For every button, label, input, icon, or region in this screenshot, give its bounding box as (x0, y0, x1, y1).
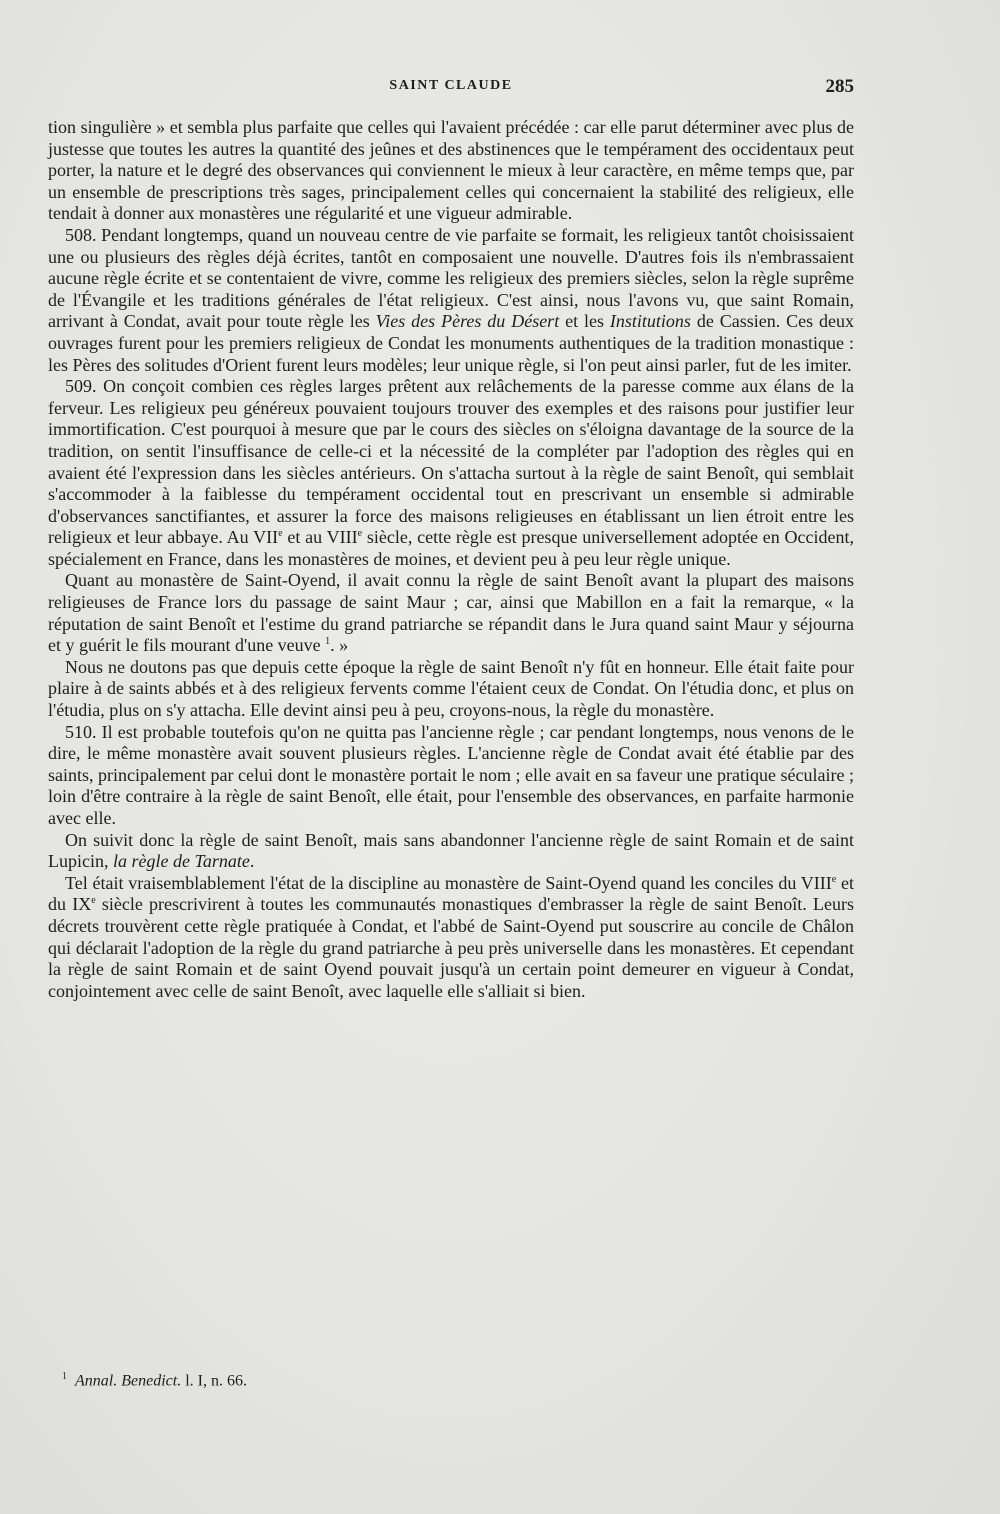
work-title: Institutions (609, 311, 691, 332)
ordinal-superscript: e (357, 528, 363, 540)
work-title: la règle de Tarnate (113, 851, 250, 872)
footnote-marker: 1 (62, 1371, 67, 1382)
paragraph-text: siècle prescrivirent à toutes les communautés monastiques d'embrasser la règle de saint Benoît. Leurs décrets trouvèrent cette règle pratiquée à Condat, et l'abbé de Saint-Oyend put souscrire au concile de Châlon qui déclarait l'adoption de la règle du grand patriarche à peu près universelle dans les monastères. Et cependant la règle de saint Romain et de saint Oyend pouvait jusqu'à un certain point demeurer en vigueur à Condat, conjointement avec celle de saint Benoît, avec laquelle elle s'alliait si bien. (48, 894, 854, 1001)
paragraph-text: . (249, 851, 255, 872)
paragraph-text: Quant au monastère de Saint-Oyend, il avait connu la règle de saint Benoît avant la plupart des maisons religieuses de France lors du passage de saint Maur ; car, ainsi que Mabillon en a fait la remarque, « la réputation de saint Benoît et l'estime du grand patriarche se répandit dans le Jura quand saint Maur y séjourna et y guérit le fils mourant d'une veuve (48, 570, 854, 656)
footnote-text: l. I, n. 66. (181, 1372, 247, 1390)
paragraph-text: Nous ne doutons pas que depuis cette époque la règle de saint Benoît n'y fût en honneur. Elle était faite pour plaire à de saints abbés et à des religieux fervents comme l'étaient ceux de Condat. On l'étudia donc, et plus on l'étudia, plus on s'y attacha. Elle devint ainsi peu à peu, croyons-nous, la règle du monastère. (48, 656, 854, 721)
paragraph-text: . » (330, 635, 349, 656)
paragraph-text: et du IX (48, 872, 854, 915)
ordinal-superscript: e (278, 528, 283, 540)
body-text (48, 117, 854, 1002)
paragraph-text: de Cassien. Ces deux ouvrages furent pour les premiers religieux de Condat les monuments authentiques de la tradition monastique : les Pères des solitudes d'Orient furent leurs modèles; leur unique règle, si l'on peut ainsi parler, fut de les imiter. (48, 311, 855, 375)
footnote (62, 1371, 842, 1390)
paragraph (48, 570, 854, 656)
paragraph-text: et au VIII (282, 527, 358, 548)
paragraph-text: et les (559, 311, 610, 332)
paragraph-text: On suivit donc la règle de saint Benoît, mais sans abandonner l'ancienne règle de saint Romain et de saint Lupicin, (48, 829, 854, 872)
footnote-source-title: Annal. Benedict. (75, 1372, 182, 1390)
paragraph-text: siècle, cette règle est presque universellement adoptée en Occident, spécialement en France, dans les monastères de moines, et devient peu à peu leur règle unique. (48, 527, 855, 569)
running-title: SAINT CLAUDE (389, 78, 513, 93)
paragraph-text: tion singulière » et sembla plus parfaite que celles qui l'avaient précédée : car elle parut déterminer avec plus de justesse que toutes les autres la quantité des jeûnes et des abstinences que le tempérament des occidentaux peut porter, la nature et le degré des observances qui conviennent le mieux à leur caractère, en même temps que, par un ensemble de prescriptions très sages, principalement celles qui concernaient la stabilité des religieux, elle tendait à donner aux monastères une régularité et une vigueur admirable. (48, 117, 854, 224)
paragraph (48, 830, 854, 873)
ordinal-superscript: e (831, 873, 837, 885)
ordinal-superscript: e (91, 895, 96, 907)
paragraph-text: 509. On conçoit combien ces règles larges prêtent aux relâchements de la paresse comme aux élans de la ferveur. Les religieux peu généreux pouvaient toujours trouver des exemples et des raisons pour justifier leur immortification. C'est pourquoi à mesure que par le cours des siècles on s'éloigna davantage de la source de la tradition, on sentit l'insuffisance de celle-ci et la nécessité de la compléter par l'adoption des règles qui en avaient été l'expression dans les siècles antérieurs. On s'attacha surtout à la règle de saint Benoît, qui semblait s'accommoder à la faiblesse du tempérament occidental tout en prescrivant un ensemble si admirable d'observances sanctifiantes, et assurer la force des maisons religieuses en établissant un lien étroit entre les religieux et leur abbaye. Au VII (48, 376, 854, 548)
paragraph-510 (48, 722, 854, 830)
running-head (48, 76, 854, 98)
paragraph-509 (48, 376, 854, 570)
paragraph-508 (48, 225, 854, 376)
paragraph (48, 873, 854, 1003)
paragraph (48, 117, 854, 225)
footnote-reference: 1 (325, 636, 331, 648)
paragraph (48, 657, 854, 722)
work-title: Vies des Pères du Désert (375, 311, 560, 332)
page-number: 285 (825, 76, 854, 97)
paragraph-text: 510. Il est probable toutefois qu'on ne quitta pas l'ancienne règle ; car pendant longtemps, nous venons de le dire, le même monastère avait souvent plusieurs règles. L'ancienne règle de Condat avait été établie par des saints, principalement par celui dont le monastère portait le nom ; elle avait en sa faveur une pratique séculaire ; loin d'être contraire à la règle de saint Benoît, elle était, pour l'ensemble des observances, en parfaite harmonie avec elle. (48, 721, 854, 828)
paragraph-text: Tel était vraisemblablement l'état de la discipline au monastère de Saint-Oyend quand les conciles du VIII (65, 872, 832, 893)
paragraph-text: 508. Pendant longtemps, quand un nouveau centre de vie parfaite se formait, les religieux tantôt choisissaient une ou plusieurs des règles déjà écrites, tantôt en composaient une nouvelle. D'autres fois ils n'embrassaient aucune règle écrite et se contentaient de vivre, comme les religieux des premiers siècles, selon la règle suprême de l'Évangile et les traditions générales de l'état religieux. C'est ainsi, nous l'avons vu, que saint Romain, arrivant à Condat, avait pour toute règle les (48, 224, 854, 332)
